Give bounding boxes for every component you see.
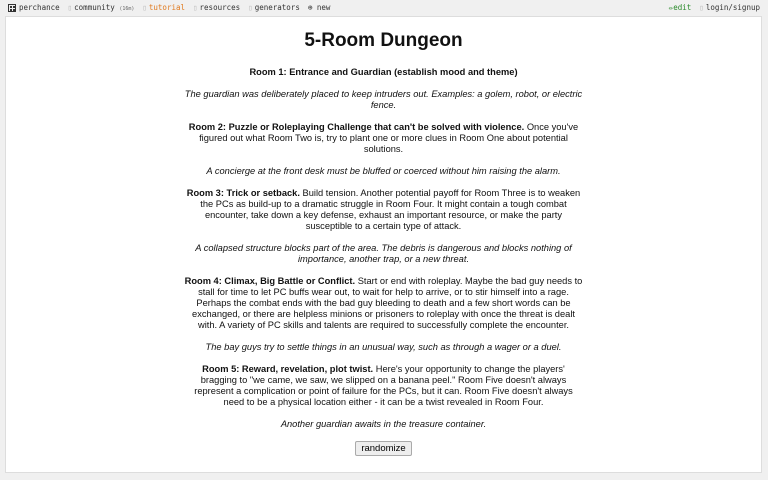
nav-resources[interactable] xyxy=(193,3,240,12)
nav-tutorial[interactable] xyxy=(142,3,185,12)
room-text: Once you've figured out what Room Two is, try to plant one or more clues in Room One about potential solutions. xyxy=(199,122,579,154)
room-heading: Room 1: Entrance and Guardian (establish mood and theme) xyxy=(249,67,518,77)
page-title: 5-Room Dungeon xyxy=(304,30,463,51)
room-heading: Room 3: Trick or setback. xyxy=(186,188,300,198)
room-heading: Room 4: Climax, Big Battle or Conflict. xyxy=(184,276,356,286)
generator-output xyxy=(5,16,762,473)
room-1-example: The guardian was deliberately placed to keep intruders out. Examples: a golem, robot, or electric fence. xyxy=(184,89,583,110)
room-2-description xyxy=(184,122,584,155)
pencil-icon: ✏ xyxy=(668,3,674,12)
brand-label: perchance xyxy=(19,3,60,12)
edit-label: edit xyxy=(673,3,692,12)
room-4-example: The bay guys try to settle things in an unusual way, such as through a wager or a duel. xyxy=(205,342,562,352)
room-heading: Room 5: Reward, revelation, plot twist. xyxy=(202,364,374,374)
dice-logo-icon xyxy=(8,4,16,12)
room-text: Start or end with roleplay. Maybe the bad guy needs to stall for time to let PC buffs wear out, to wait for help to arrive, or to stir himself into a rage. Perhaps the combat ends with the bad guy bleeding to death and a few short words can be exchanged, or there are helpless minions or prisoners to roleplay with once the threat is dealt with. A variety of PC skills and talents are required to successfully complete the encounter. xyxy=(192,276,583,330)
login-label: login/signup xyxy=(705,3,760,12)
room-text: Build tension. Another potential payoff for Room Three is to weaken the PCs as build-up to a dramatic struggle in Room Four. It might contain a tough combat encounter, take down a key defense, exhaust an important resource, or make the party susceptible to a certain type of attack. xyxy=(200,188,581,231)
room-text: Here's your opportunity to change the players' bragging to "we came, we saw, we slipped on a banana peel." Room Five doesn't always represent a complication or point of failure for the PCs, but it can. Room Five doesn't always need to be a physical location either - it can be a twist revealed in Room Four. xyxy=(194,364,573,407)
community-count: (16m) xyxy=(119,6,135,12)
nav-edit[interactable] xyxy=(669,3,692,12)
user-icon: ▯ xyxy=(699,3,704,12)
generators-icon: ▯ xyxy=(248,3,253,12)
resources-label: resources xyxy=(199,3,241,12)
nav-generators[interactable] xyxy=(248,3,300,12)
room-2-example: A concierge at the front desk must be bluffed or coerced without him raising the alarm. xyxy=(206,166,561,176)
room-5-example: Another guardian awaits in the treasure container. xyxy=(280,419,487,429)
resources-icon: ▯ xyxy=(193,3,198,12)
room-heading: Room 2: Puzzle or Roleplaying Challenge that can't be solved with violence. xyxy=(188,122,525,132)
room-1-description xyxy=(184,67,584,78)
new-label: new xyxy=(316,3,331,12)
room-3-example: A collapsed structure blocks part of the area. The debris is dangerous and blocks nothing of importance, another trap, or a new threat. xyxy=(195,243,572,264)
nav-new[interactable] xyxy=(308,3,331,12)
generators-label: generators xyxy=(254,3,300,12)
community-label: community xyxy=(74,3,115,12)
nav-login[interactable] xyxy=(699,3,760,12)
top-nav xyxy=(0,0,768,16)
room-5-description xyxy=(184,364,584,408)
room-3-description xyxy=(184,188,584,232)
plus-circle-icon: ⊕ xyxy=(307,3,313,12)
nav-home[interactable] xyxy=(8,3,60,12)
room-4-description xyxy=(184,276,584,331)
randomize-button[interactable]: randomize xyxy=(355,441,411,456)
tutorial-label: tutorial xyxy=(148,3,186,12)
nav-community[interactable] xyxy=(68,3,135,12)
chat-icon: ▯ xyxy=(67,3,73,12)
book-icon: ▯ xyxy=(142,3,147,12)
